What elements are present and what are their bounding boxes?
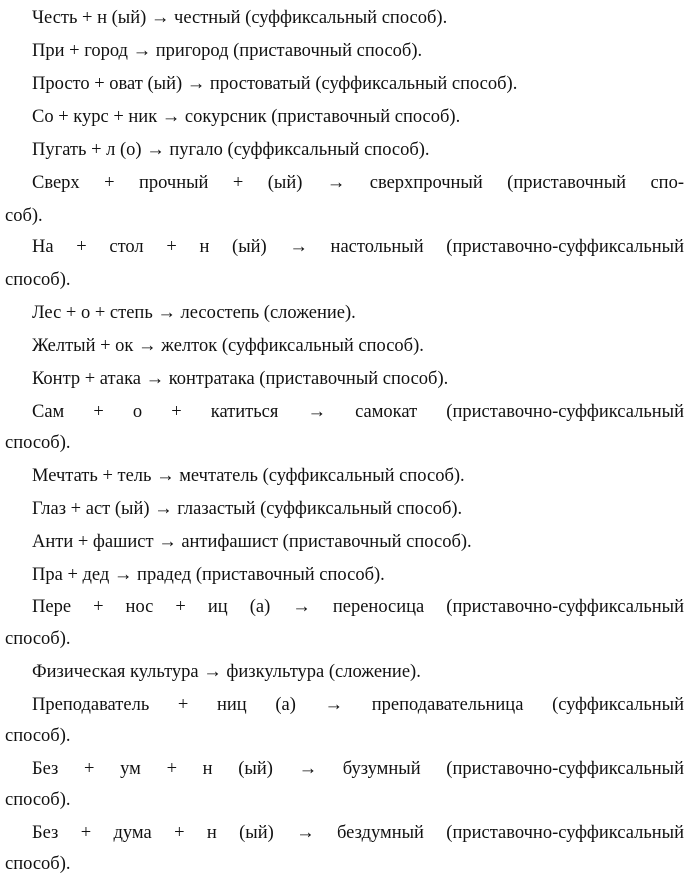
text-line-18: Пра + дед → прадед (приставочный способ). <box>32 565 385 585</box>
text-line-7: соб). <box>5 206 43 226</box>
text-line-4: Со + курс + ник → сокурсник (приставочный способ). <box>32 107 461 127</box>
text-line-11: Желтый + ок → желток (суффиксальный способ). <box>32 336 424 356</box>
text-line-23: способ). <box>5 726 71 746</box>
text-line-2: При + город → пригород (приставочный способ). <box>32 41 423 61</box>
text-line-1: Честь + н (ый) → честный (суффиксальный способ). <box>32 8 448 28</box>
text-line-12: Контр + атака → контратака (приставочный способ). <box>32 369 449 389</box>
text-line-17: Анти + фашист → антифашист (приставочный способ). <box>32 532 472 552</box>
text-line-26: Без + дума + н (ый) → бездумный (приставочно-суффиксальный <box>32 823 684 843</box>
text-line-27: способ). <box>5 854 71 874</box>
text-line-19: Пере + нос + иц (а) → переносица (приставочно-суффиксальный <box>32 597 684 617</box>
text-line-9: способ). <box>5 270 71 290</box>
text-line-13: Сам + о + катиться → самокат (приставочно-суффиксальный <box>32 402 684 422</box>
text-line-6: Сверх + прочный + (ый) → сверхпрочный (приставочный спо- <box>32 173 684 193</box>
text-line-20: способ). <box>5 629 71 649</box>
text-line-5: Пугать + л (о) → пугало (суффиксальный способ). <box>32 140 430 160</box>
text-line-25: способ). <box>5 790 71 810</box>
text-line-22: Преподаватель + ниц (а) → преподавательница (суффиксальный <box>32 695 684 715</box>
text-line-15: Мечтать + тель → мечтатель (суффиксальный способ). <box>32 466 465 486</box>
text-line-14: способ). <box>5 433 71 453</box>
text-line-24: Без + ум + н (ый) → бузумный (приставочно-суффиксальный <box>32 759 684 779</box>
text-line-16: Глаз + аст (ый) → глазастый (суффиксальный способ). <box>32 499 463 519</box>
text-line-21: Физическая культура → физкультура (сложение). <box>32 662 421 682</box>
text-line-8: На + стол + н (ый) → настольный (приставочно-суффиксальный <box>32 237 684 257</box>
text-line-3: Просто + оват (ый) → простоватый (суффиксальный способ). <box>32 74 518 94</box>
text-line-10: Лес + о + степь → лесостепь (сложение). <box>32 303 356 323</box>
